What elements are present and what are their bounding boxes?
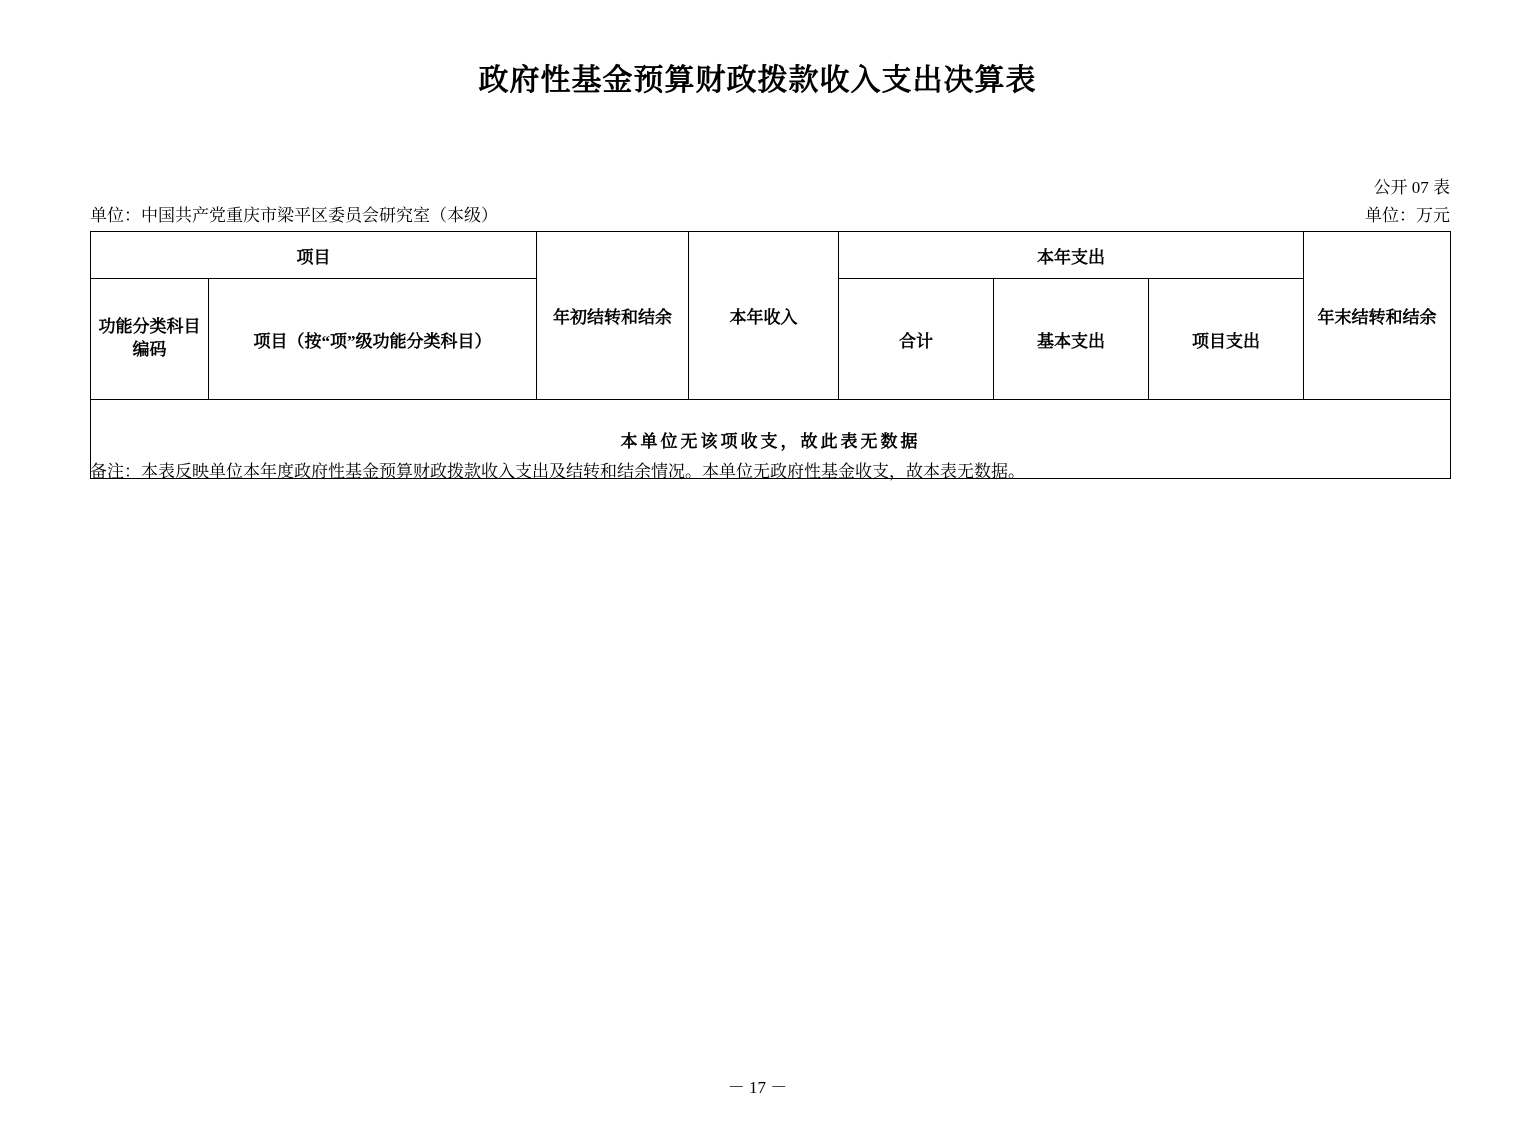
header-begin-balance: 年初结转和结余 [537,232,689,400]
document-page [0,55,1515,1124]
unit-name: 单位：中国共产党重庆市梁平区委员会研究室（本级） [90,206,498,225]
budget-table [90,231,1451,479]
amount-unit: 单位：万元 [1365,206,1450,225]
header-year-income: 本年收入 [689,232,839,400]
page-title: 政府性基金预算财政拨款收入支出决算表 [478,64,1037,97]
header-functional-code-line2: 编码 [132,340,167,359]
table-note [90,459,1025,485]
header-functional-code [91,279,209,400]
page-number: － 17 － [727,1078,788,1097]
note-text: 本表反映单位本年度政府性基金预算财政拨款收入支出及结转和结余情况。本单位无政府性基金收支，故本表无数据。 [141,462,1025,481]
table-header-row-1 [91,232,1451,279]
note-label: 备注： [90,462,141,481]
header-year-expense-group: 本年支出 [839,232,1304,279]
empty-message: 本单位无该项收支，故此表无数据 [91,400,1451,479]
header-basic-expense: 基本支出 [994,279,1149,400]
header-project-group: 项目 [91,232,537,279]
header-total: 合计 [839,279,994,400]
form-number: 公开 07 表 [1373,178,1450,197]
header-project-expense: 项目支出 [1149,279,1304,400]
header-functional-code-line1: 功能分类科目 [98,317,201,337]
header-end-balance: 年末结转和结余 [1304,232,1451,400]
header-project-name: 项目（按“项”级功能分类科目） [209,279,537,400]
meta-row [90,201,1450,226]
